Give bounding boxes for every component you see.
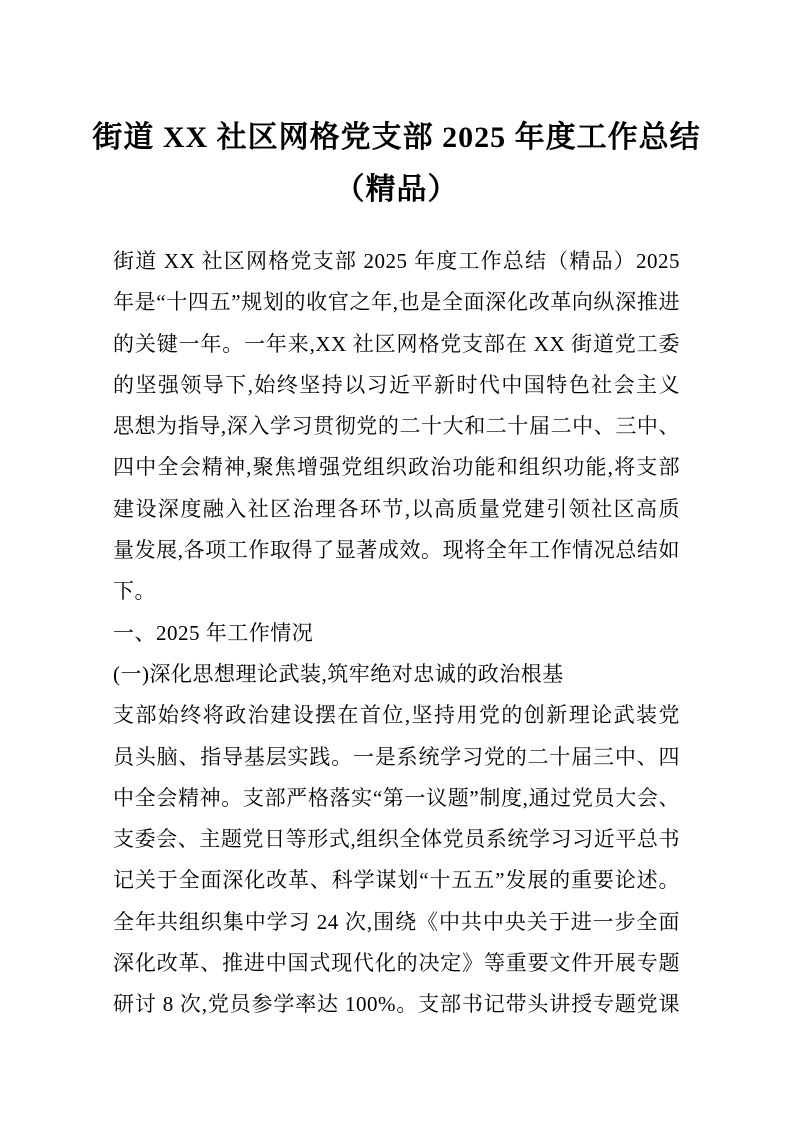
body-line-section-heading: 一、2025 年工作情况 xyxy=(113,620,314,645)
body-line: 下。 xyxy=(113,579,156,604)
body-line: 员头脑、指导基层实践。一是系统学习党的二十届三中、四 xyxy=(113,744,680,769)
document-title xyxy=(0,112,793,216)
body-line: 思想为指导,深入学习贯彻党的二十大和二十届二中、三中、 xyxy=(113,414,680,439)
body-line: 中全会精神。支部严格落实“第一议题”制度,通过党员大会、 xyxy=(113,785,680,810)
body-line: 的坚强领导下,始终坚持以习近平新时代中国特色社会主义 xyxy=(113,372,680,397)
body-line-subsection-heading: (一)深化思想理论武装,筑牢绝对忠诚的政治根基 xyxy=(113,661,564,686)
body-line: 支委会、主题党日等形式,组织全体党员系统学习习近平总书 xyxy=(113,827,680,852)
body-line: 记关于全面深化改革、科学谋划“十五五”发展的重要论述。 xyxy=(113,868,680,893)
body-line: 街道 XX 社区网格党支部 2025 年度工作总结（精品）2025 xyxy=(113,249,680,273)
body-line: 的关键一年。一年来,XX 社区网格党支部在 XX 街道党工委 xyxy=(113,331,680,356)
body-line: 建设深度融入社区治理各环节,以高质量党建引领社区高质 xyxy=(113,496,680,521)
document-body xyxy=(113,241,680,1026)
body-line: 支部始终将政治建设摆在首位,坚持用党的创新理论武装党 xyxy=(113,703,680,728)
body-line: 四中全会精神,聚焦增强党组织政治功能和组织功能,将支部 xyxy=(113,455,680,480)
document-title-line-2: （精品） xyxy=(334,173,459,206)
body-line: 研讨 8 次,党员参学率达 100%。支部书记带头讲授专题党课 xyxy=(113,992,680,1017)
body-line: 量发展,各项工作取得了显著成效。现将全年工作情况总结如 xyxy=(113,538,680,563)
document-title-line-1: 街道 XX 社区网格党支部 2025 年度工作总结 xyxy=(92,121,701,154)
body-line: 深化改革、推进中国式现代化的决定》等重要文件开展专题 xyxy=(113,951,680,976)
body-line: 全年共组织集中学习 24 次,围绕《中共中央关于进一步全面 xyxy=(113,909,680,934)
body-line: 年是“十四五”规划的收官之年,也是全面深化改革向纵深推进 xyxy=(113,290,680,315)
